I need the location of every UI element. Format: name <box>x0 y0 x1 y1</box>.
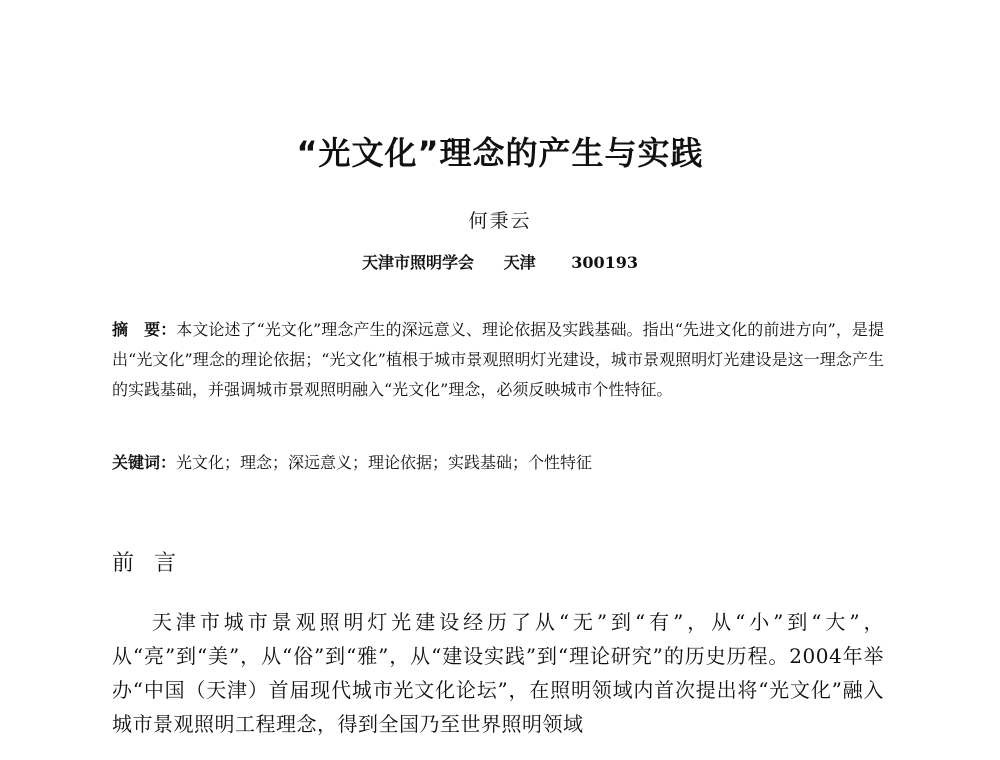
affiliation <box>0 250 1000 273</box>
abstract-label: 摘 要： <box>112 320 177 339</box>
body-paragraph: 天津市城市景观照明灯光建设经历了从“无”到“有”，从“小”到“大”，从“亮”到“美”，从“俗”到“雅”，从“建设实践”到“理论研究”的历史历程。2004年举办“中国（天津）首届现代城市光文化论坛”，在照明领域内首次提出将“光文化”融入城市景观照明工程理念，得到全国乃至世界照明领域 <box>112 610 884 736</box>
keywords <box>112 449 884 477</box>
abstract <box>112 315 884 405</box>
keywords-text: 光文化；理念；深远意义；理论依据；实践基础；个性特征 <box>176 453 593 472</box>
affiliation-city: 天津 <box>503 253 536 272</box>
affiliation-organization: 天津市照明学会 <box>362 253 475 272</box>
affiliation-postcode: 300193 <box>571 253 638 272</box>
paper-title: “光文化”理念的产生与实践 <box>296 134 704 172</box>
author-name: 何秉云 <box>468 210 532 232</box>
section-heading: 前言 <box>112 551 197 576</box>
keywords-label: 关键词： <box>112 453 177 472</box>
abstract-text: 本文论述了“光文化”理念产生的深远意义、理论依据及实践基础。指出“先进文化的前进方向”，是提出“光文化”理念的理论依据；“光文化”植根于城市景观照明灯光建设，城市景观照明灯光建设是这一理念产生的实践基础，并强调城市景观照明融入“光文化”理念，必须反映城市个性特征。 <box>112 320 884 399</box>
